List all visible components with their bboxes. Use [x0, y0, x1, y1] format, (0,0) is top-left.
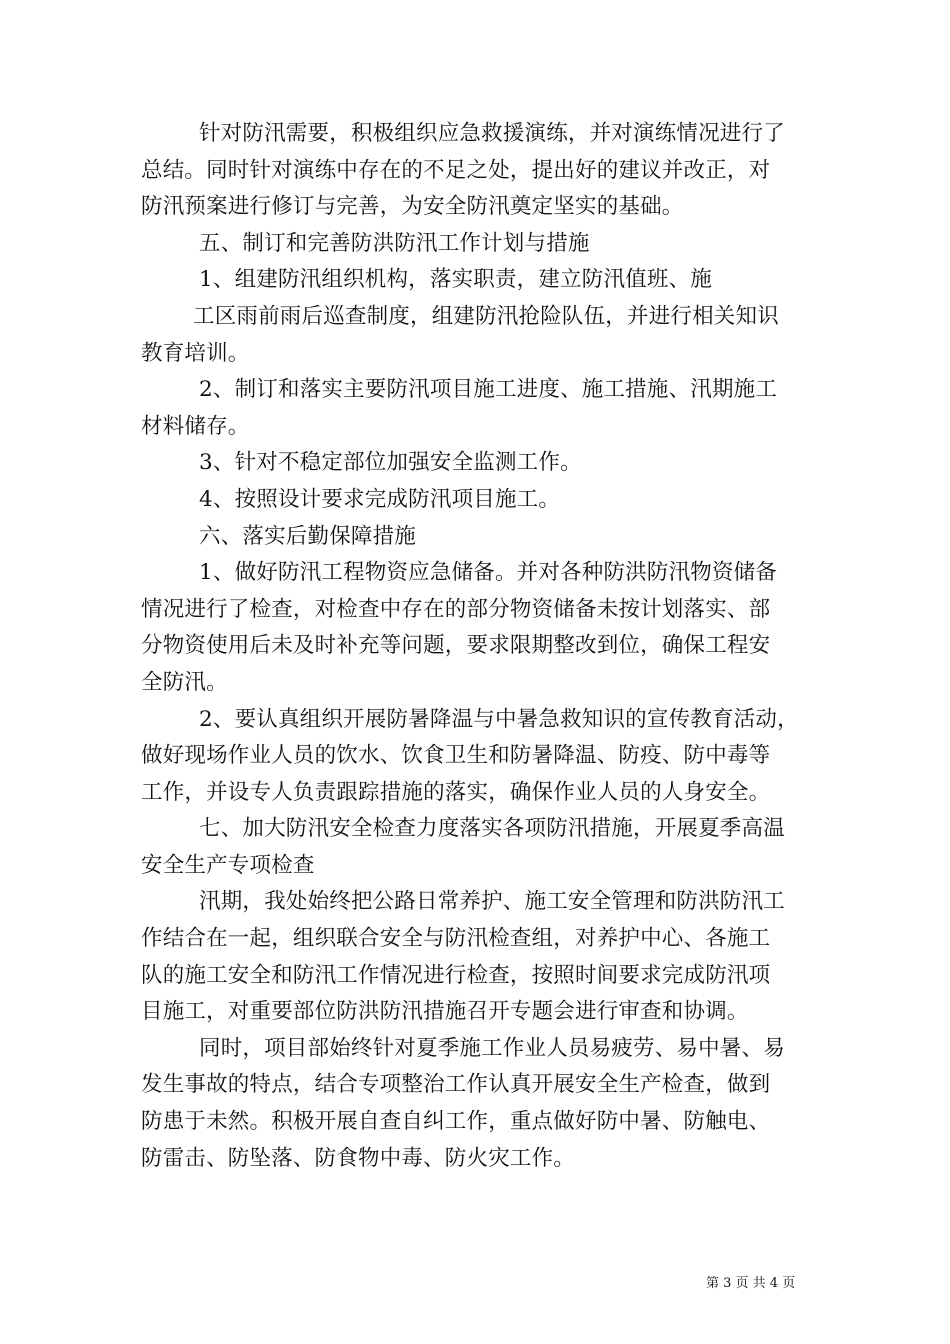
text-line: 材料储存。	[141, 413, 250, 439]
section-heading-5: 五、制订和完善防洪防汛工作计划与措施	[199, 230, 590, 256]
text-line: 目施工，对重要部位防洪防汛措施召开专题会进行审查和协调。	[141, 999, 749, 1025]
section-heading-7: 七、加大防汛安全检查力度落实各项防汛措施，开展夏季高温	[199, 816, 785, 842]
text-line: 汛期，我处始终把公路日常养护、施工安全管理和防洪防汛工	[199, 889, 785, 915]
text-line: 全防汛。	[141, 669, 228, 695]
text-line: 防汛预案进行修订与完善，为安全防汛奠定坚实的基础。	[141, 194, 684, 220]
text-line: 情况进行了检查，对检查中存在的部分物资储备未按计划落实、部	[141, 596, 771, 622]
text-line: 防雷击、防坠落、防食物中毒、防火灾工作。	[141, 1145, 576, 1171]
text-line: 发生事故的特点，结合专项整治工作认真开展安全生产检查，做到	[141, 1072, 771, 1098]
text-line: 工区雨前雨后巡查制度，组建防汛抢险队伍，并进行相关知识	[193, 303, 779, 329]
text-line: 安全生产专项检查	[141, 852, 315, 878]
text-line: 防患于未然。积极开展自查自纠工作，重点做好防中暑、防触电、	[141, 1109, 771, 1135]
text-line: 1、组建防汛组织机构，落实职责，建立防汛值班、施	[199, 267, 712, 293]
text-line: 1、做好防汛工程物资应急储备。并对各种防洪防汛物资储备	[199, 560, 778, 586]
text-line: 队的施工安全和防汛工作情况进行检查，按照时间要求完成防汛项	[141, 962, 771, 988]
text-line: 2、要认真组织开展防暑降温与中暑急救知识的宣传教育活动，	[199, 706, 799, 732]
text-line: 作结合在一起，组织联合安全与防汛检查组，对养护中心、各施工	[141, 926, 771, 952]
text-line: 总结。同时针对演练中存在的不足之处，提出好的建议并改正，对	[141, 157, 771, 183]
document-body	[141, 116, 809, 1177]
section-heading-6: 六、落实后勤保障措施	[199, 523, 417, 549]
text-line: 做好现场作业人员的饮水、饮食卫生和防暑降温、防疫、防中毒等	[141, 743, 771, 769]
text-line: 工作，并设专人负责跟踪措施的落实，确保作业人员的人身安全。	[141, 779, 771, 805]
text-line: 分物资使用后未及时补充等问题，要求限期整改到位，确保工程安	[141, 633, 771, 659]
text-line: 2、制订和落实主要防汛项目施工进度、施工措施、汛期施工	[199, 377, 778, 403]
text-line: 针对防汛需要，积极组织应急救援演练，并对演练情况进行了	[199, 121, 785, 146]
text-line: 3、针对不稳定部位加强安全监测工作。	[199, 450, 582, 476]
page-number-footer: 第 3 页 共 4 页	[706, 1276, 796, 1291]
text-line: 同时，项目部始终针对夏季施工作业人员易疲劳、易中暑、易	[199, 1035, 785, 1061]
text-line: 教育培训。	[141, 340, 250, 366]
text-line: 4、按照设计要求完成防汛项目施工。	[199, 486, 561, 512]
